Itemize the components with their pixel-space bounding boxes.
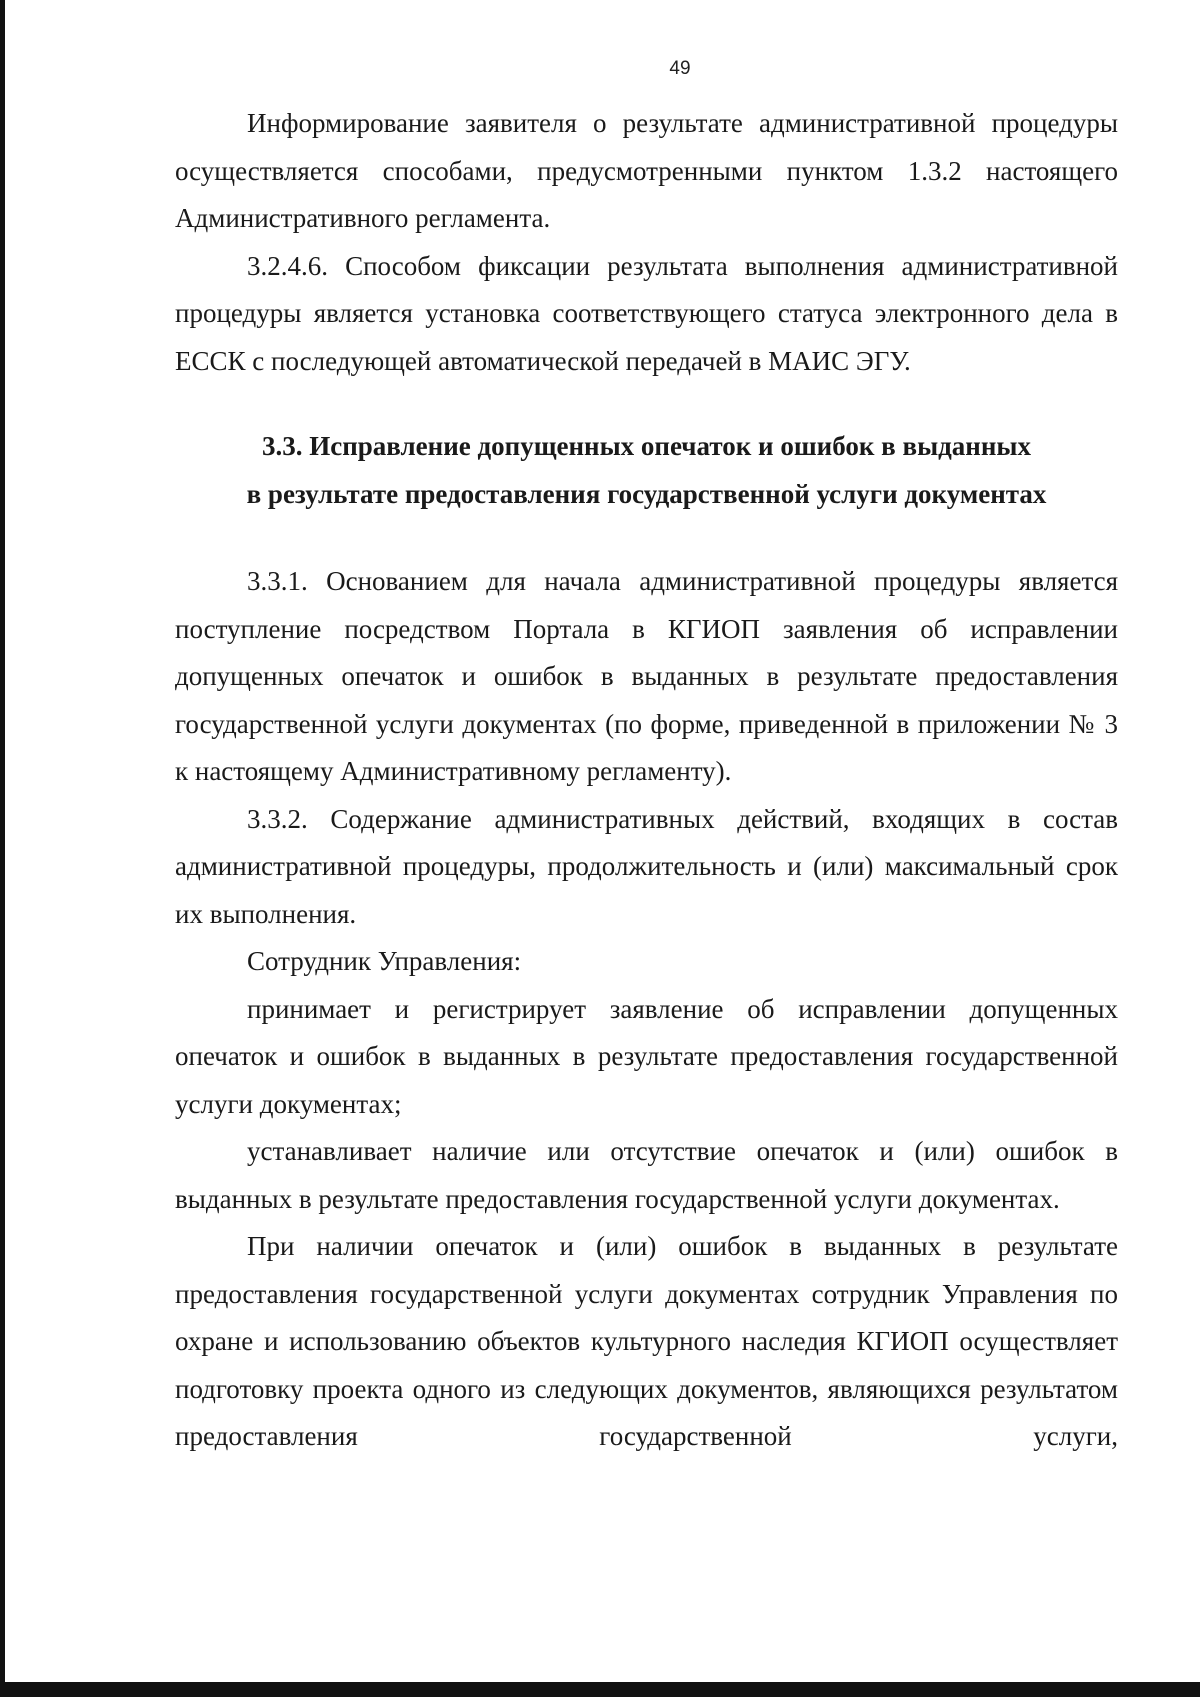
paragraph-informing-applicant: Информирование заявителя о результате административной процедуры осуществляется способами, предусмотренными пунктом 1.3.2 настоящего Административного регламента. bbox=[175, 108, 1118, 233]
paragraph-establishes-errors: устанавливает наличие или отсутствие опечаток и (или) ошибок в выданных в результате предоставления государственной услуги документах. bbox=[175, 1136, 1118, 1214]
section-heading-line-1: 3.3. Исправление допущенных опечаток и ошибок в выданных bbox=[261, 431, 1031, 461]
section-heading-line-2: в результате предоставления государственной услуги документах bbox=[246, 478, 1047, 509]
scan-edge-bottom bbox=[0, 1682, 1200, 1697]
scan-edge-left bbox=[0, 0, 5, 1697]
paragraph-3-3-1: 3.3.1. Основанием для начала административной процедуры является поступление посредством Портала в КГИОП заявления об исправлении допущенных опечаток и ошибок в выданных в результате предоставления государственной услуги документах (по форме, приведенной в приложении № 3 к настоящему Административному регламенту). bbox=[175, 566, 1118, 786]
paragraph-accepts-registers: принимает и регистрирует заявление об исправлении допущенных опечаток и ошибок в выданных в результате предоставления государственной услуги документах; bbox=[175, 993, 1118, 1119]
spacer bbox=[175, 385, 1118, 423]
spacer bbox=[175, 518, 1118, 558]
page-number: 49 bbox=[669, 58, 691, 79]
paragraph-employee-intro: Сотрудник Управления: bbox=[247, 946, 522, 976]
paragraph-3-2-4-6: 3.2.4.6. Способом фиксации результата выполнения административной процедуры является установка соответствующего статуса электронного дела в ЕССК с последующей автоматической передачей в МАИС ЭГУ. bbox=[175, 250, 1118, 376]
document-body bbox=[175, 100, 1118, 1461]
paragraph-if-errors-present: При наличии опечаток и (или) ошибок в выданных в результате предоставления государственной услуги документах сотрудник Управления по охране и использованию объектов культурного наследия КГИОП осуществляет подготовку проекта одного из следующих документов, являющихся результатом предоставления государственной услуги, bbox=[175, 1231, 1118, 1451]
paragraph-3-3-2: 3.3.2. Содержание административных действий, входящих в состав административной процедуры, продолжительность и (или) максимальный срок их выполнения. bbox=[175, 803, 1118, 929]
